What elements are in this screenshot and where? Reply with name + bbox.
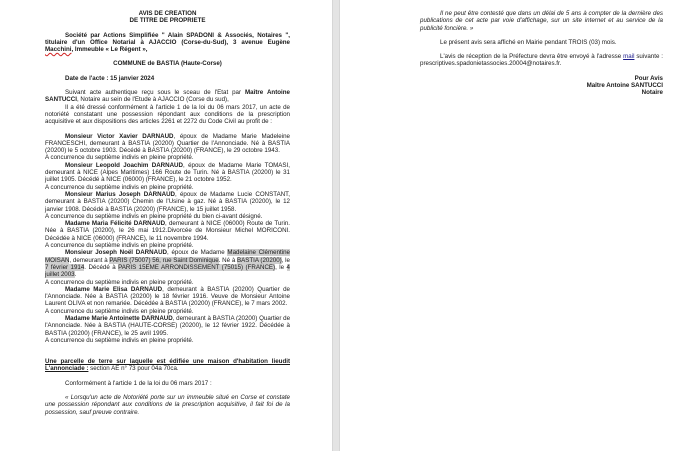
highlight: PARIS (75007) 56, rue Saint Dominique: [109, 256, 219, 264]
highlight: PARIS 15EME ARRONDISSEMENT (75015) (FRANCE): [118, 263, 276, 271]
affichage-paragraph: Le présent avis sera affiché en Mairie pendant TROIS (03) mois.: [440, 38, 617, 46]
highlight: 7 février 1914: [45, 263, 85, 271]
spelling-error-word: Macchini: [45, 46, 72, 54]
person-entry: Monsieur Marius Joseph DARNAUD, époux de Madame Lucie CONSTANT, demeurant à BASTIA (20200) Chemin de l'Usine à gaz. Né à BASTIA (20200), le 12 janvier 1908. Décédé à BASTIA (20200) (FRANCE), le 15 juillet 1958.: [45, 190, 290, 213]
document-page-left: [0, 0, 332, 451]
signature-line-3: Notaire: [641, 89, 663, 97]
title-line-2: DE TITRE DE PROPRIETE: [129, 17, 206, 25]
quote-paragraph: « Lorsqu'un acte de Notoriété porte sur un immeuble situé en Corse et constate une possession répondant aux conditions de la prescription acquisitive, il fait foi de la possession, sauf preuve contraire.: [45, 394, 290, 416]
conforme-paragraph: Conformément à l'article 1 de la loi du 06 mars 2017 :: [65, 379, 212, 387]
person-share: A concurrence du septième indivis en pleine propriété du bien ci-avant désigné.: [45, 212, 263, 220]
person-entry-highlighted: Monsieur Joseph Noël DARNAUD, époux de Madame Madelaine Clémentine MOISAN, demeurant à PARIS (75007) 56, rue Saint Dominique. Né à BASTIA (20200), le 7 février 1914. Décédé à PARIS 15EME ARRONDISSEMENT (75015) (FRANCE), le 4 juillet 2003.: [45, 249, 291, 279]
person-entry: Madame Maria Félicité DARNAUD, demeurant à NICE (06000) Route de Turin. Née à BASTIA (20200), le 26 mai 1912.Divorcée de Monsieur Michel MORICONI. Décédée à NICE (06000) (FRANCE), le 11 novembre 1994.: [45, 220, 290, 242]
person-share: A concurrence du septième indivis en pleine propriété.: [45, 242, 194, 250]
person-share: A concurrence du septième indivis en pleine propriété.: [45, 154, 194, 162]
document-page-right: [340, 0, 699, 451]
date-acte: Date de l'acte : 15 janvier 2024: [65, 74, 155, 82]
quote-continuation: Il ne peut être contesté que dans un délai de 5 ans à compter de la dernière des publications de cet acte par voie d'affichage, sur un site internet et au service de la publicité foncière. »: [420, 10, 663, 32]
person-share: A concurrence du septième indivis en pleine propriété.: [45, 336, 194, 344]
title-line-1: AVIS DE CREATION: [138, 10, 197, 17]
person-entry: Madame Marie Antoinette DARNAUD, demeurant à BASTIA (20200) Quartier de l'Annonciade. Née à BASTIA (HAUTE-CORSE) (20200), le 12 février 1922. Décédée à BASTIA (20200) (FRANCE), le 25 avril 1995.: [45, 314, 291, 337]
parcelle-paragraph: Une parcelle de terre sur laquelle est édifiée une maison d'habitation lieudit L'annonciade : section AE n° 73 pour 04a 70ca.: [45, 358, 290, 373]
acte-paragraph: Suivant acte authentique reçu sous le sceau de l'Etat par Maître Antoine SANTUCCI, Notaire au sein de l'Etude à AJACCIO (Corse du sud),: [45, 89, 290, 104]
highlight: BASTIA (20200): [237, 256, 282, 264]
page-right-content: [420, 10, 663, 97]
person-entry: Madame Marie Elisa DARNAUD, demeurant à BASTIA (20200) Quartier de l'Annonciade. Née à BASTIA (20200) le 18 février 1916. Veuve de Monsieur Antoine Laurent OLIVA et non remariée. Décédée à BASTIA (20200) (FRANCE), le 7 mars 2002.: [45, 285, 290, 308]
page-left-content: [45, 10, 290, 416]
page-separator: [332, 0, 340, 451]
person-share: A concurrence du septième indivis en pleine propriété.: [45, 278, 194, 286]
highlight: 4 juillet 2003: [45, 263, 290, 279]
person-share: A concurrence du septième indivis en pleine propriété.: [45, 307, 194, 315]
person-entry: Monsieur Victor Xavier DARNAUD, époux de Madame Marie Madeleine FRANCESCHI, demeurant à BASTIA (20200) Quartier de l'Annonciade. Né à BASTIA (20200) le 5 octobre 1903. Décédé à BASTIA (20200) (FRANCE), le 29 octobre 1943.: [45, 132, 290, 155]
signature-line-1: Pour Avis: [634, 74, 663, 82]
intro-paragraph: Société par Actions Simplifiée " Alain SPADONI & Associés, Notaires ", titulaire d'un Office Notarial à AJACCIO (Corse-du-Sud), 3 avenue Eugène Macchini, Immeuble « Le Régent »,: [45, 31, 290, 54]
signature-line-2: Maître Antoine SANTUCCI: [586, 82, 663, 90]
person-share: A concurrence du septième indivis en pleine propriété.: [45, 183, 194, 191]
highlight: Madelaine Clémentine MOISAN: [45, 249, 290, 264]
reception-paragraph: L'avis de réception de la Préfecture devra être envoyé à l'adresse mail suivante : prescriptives.spadonietassocies.20004@notaires.fr.: [420, 53, 663, 68]
commune-heading: COMMUNE de BASTIA (Haute-Corse): [113, 60, 222, 68]
dresse-paragraph: Il a été dressé conformément à l'article 1 de la loi du 06 mars 2017, un acte de notoriété constatant une possession répondant aux conditions de la prescription acquisitive et aux dispositions des articles 2261 et 2272 du Code Civil au profit de :: [45, 103, 290, 126]
mail-link[interactable]: mail: [623, 53, 635, 61]
person-entry: Monsieur Leopold Joachim DARNAUD, époux de Madame Marie TOMASI, demeurant à NICE (Alpes Maritimes) 166 Route de Turin. Né à BASTIA (20200) le 31 juillet 1905. Décédé à NICE (06000) (FRANCE), le 21 octobre 1952.: [45, 161, 290, 184]
